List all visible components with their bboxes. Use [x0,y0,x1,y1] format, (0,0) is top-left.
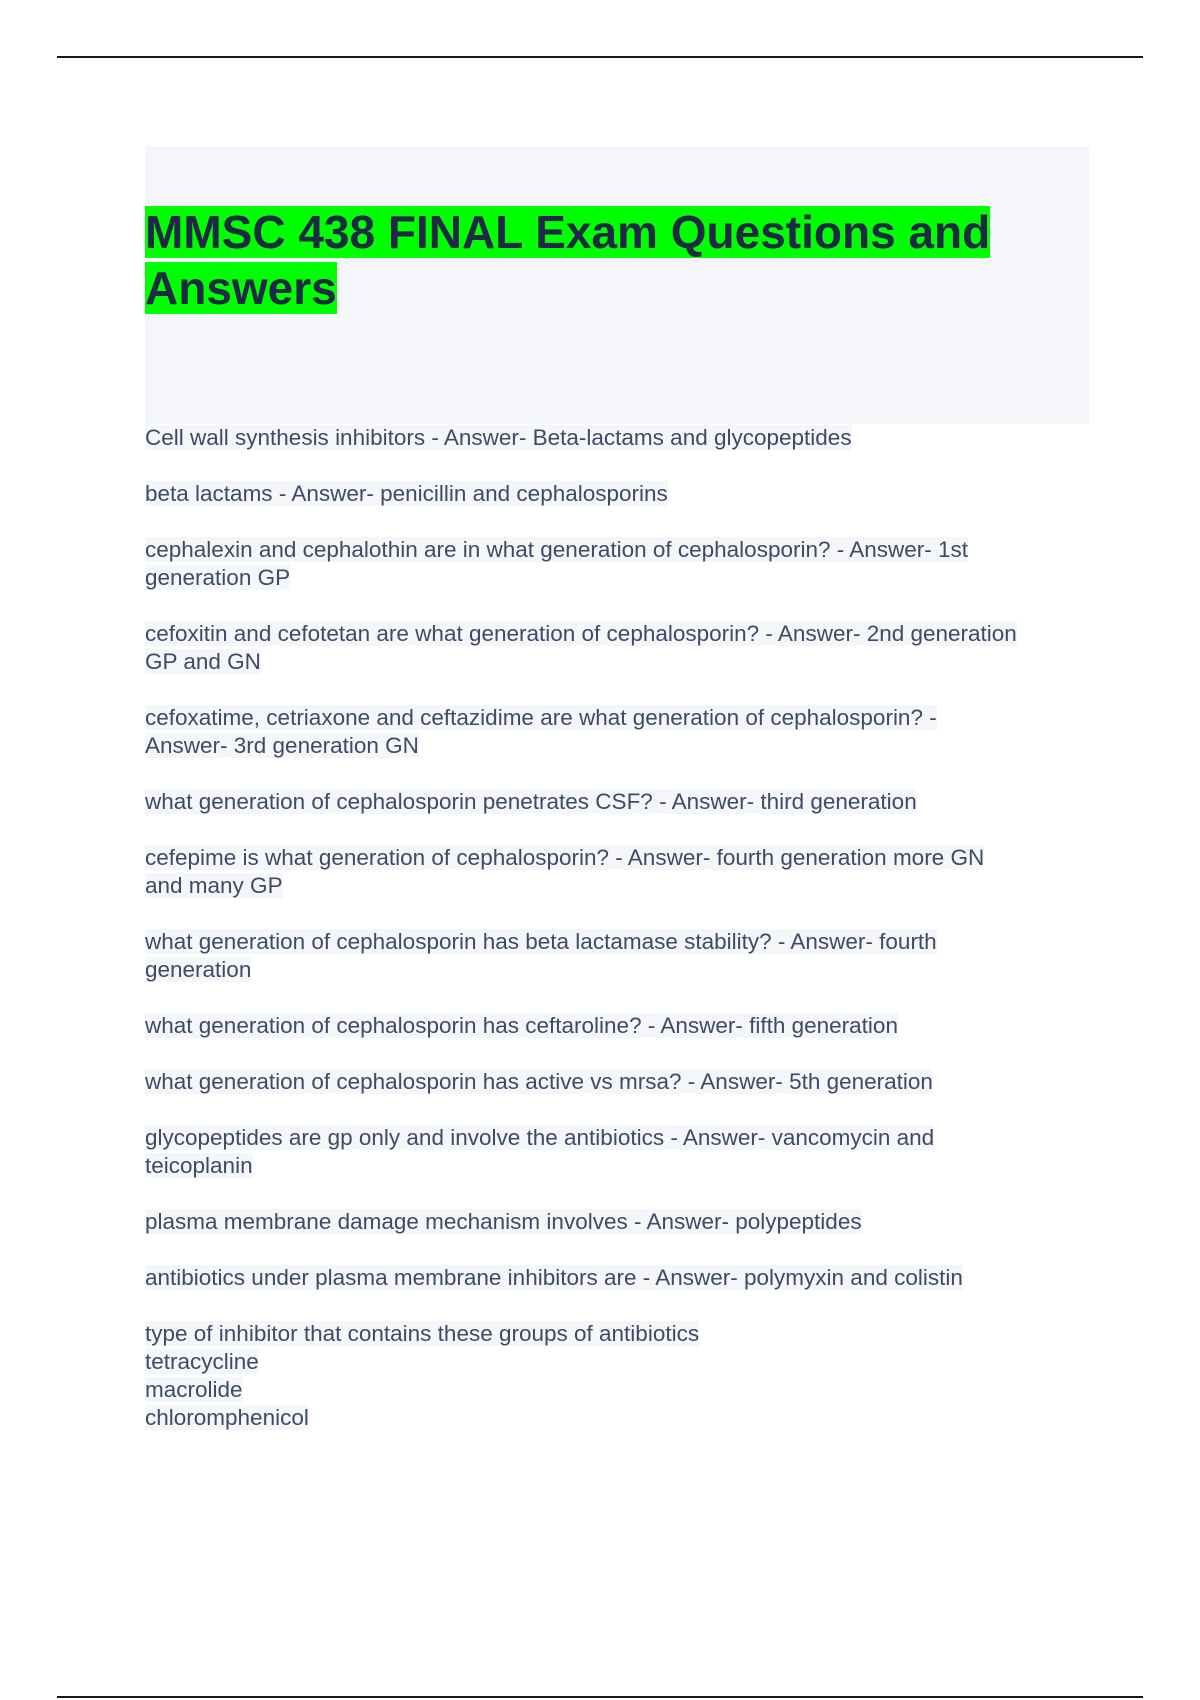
qa-item: cephalexin and cephalothin are in what generation of cephalosporin? - Answer- 1st generation GP [145,537,969,590]
qa-item: cefoxatime, cetriaxone and ceftazidime are what generation of cephalosporin? - Answer- 3rd generation GN [145,705,937,758]
qa-item: glycopeptides are gp only and involve the antibiotics - Answer- vancomycin and teicoplanin [145,1125,935,1178]
top-rule [57,56,1143,58]
qa-item: cefepime is what generation of cephalosporin? - Answer- fourth generation more GN and many GP [145,845,985,898]
bottom-rule [57,1696,1143,1698]
qa-list [145,424,1095,1460]
qa-item: what generation of cephalosporin has active vs mrsa? - Answer- 5th generation [145,1069,933,1094]
qa-item: plasma membrane damage mechanism involves - Answer- polypeptides [145,1209,862,1234]
qa-item: cefoxitin and cefotetan are what generation of cephalosporin? - Answer- 2nd generation GP and GN [145,621,1017,674]
qa-item: antibiotics under plasma membrane inhibitors are - Answer- polymyxin and colistin [145,1265,963,1290]
qa-item: what generation of cephalosporin has ceftaroline? - Answer- fifth generation [145,1013,898,1038]
document-title: MMSC 438 FINAL Exam Questions and Answers [145,206,991,314]
qa-item: Cell wall synthesis inhibitors - Answer- Beta-lactams and glycopeptides [145,425,852,450]
qa-item: type of inhibitor that contains these groups of antibiotics tetracycline macrolide chloromphenicol [145,1321,700,1430]
qa-item: what generation of cephalosporin penetrates CSF? - Answer- third generation [145,789,917,814]
qa-item: what generation of cephalosporin has beta lactamase stability? - Answer- fourth generation [145,929,937,982]
title-block [145,146,1089,424]
qa-item: beta lactams - Answer- penicillin and cephalosporins [145,481,668,506]
